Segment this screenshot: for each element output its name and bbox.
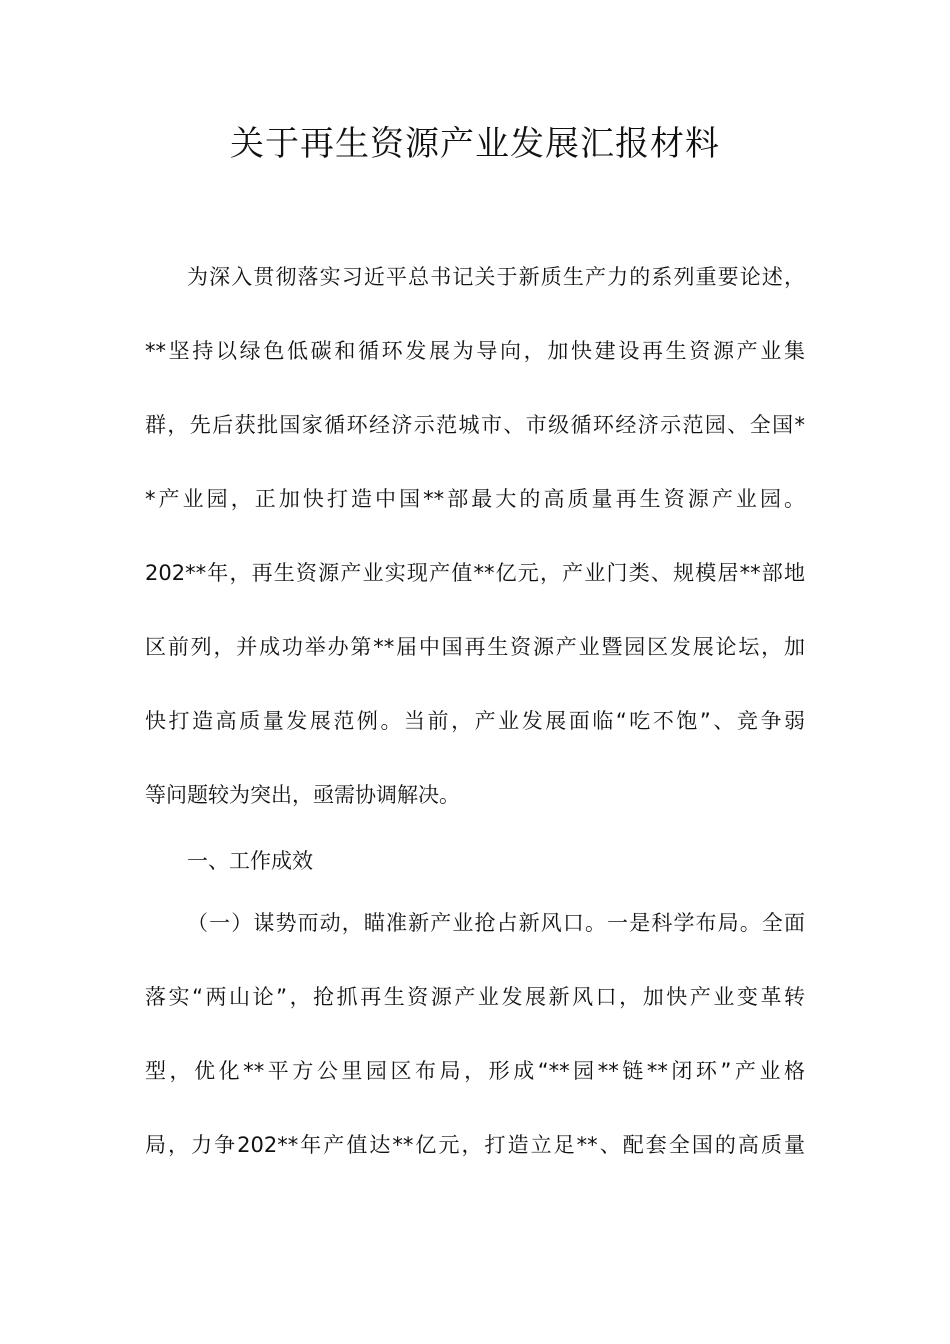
paragraph-line: 为深入贯彻落实习近平总书记关于新质生产力的系列重要论述， [187,265,805,289]
paragraph-line: 等问题较为突出，亟需协调解决。 [145,783,460,807]
paragraph-line: 局，力争202**年产值达**亿元，打造立足**、配套全国的高质量 [145,1133,805,1157]
paragraph-line: *产业园，正加快打造中国**部最大的高质量再生资源产业园。 [145,487,805,511]
document-title: 关于再生资源产业发展汇报材料 [230,124,720,164]
paragraph-line: **坚持以绿色低碳和循环发展为导向，加快建设再生资源产业集 [145,339,805,363]
paragraph-line: 202**年，再生资源产业实现产值**亿元，产业门类、规模居**部地 [145,561,805,585]
paragraph-line: 快打造高质量发展范例。当前，产业发展面临“吃不饱”、竞争弱 [145,709,805,733]
section-heading: 一、工作成效 [187,849,313,873]
paragraph-line: 型，优化**平方公里园区布局，形成“**园**链**闭环”产业格 [145,1059,805,1083]
paragraph-line: （一）谋势而动，瞄准新产业抢占新风口。一是科学布局。全面 [187,911,805,935]
paragraph-line: 落实“两山论”，抢抓再生资源产业发展新风口，加快产业变革转 [145,985,805,1009]
paragraph-line: 区前列，并成功举办第**届中国再生资源产业暨园区发展论坛，加 [145,635,805,659]
paragraph-line: 群，先后获批国家循环经济示范城市、市级循环经济示范园、全国* [145,413,805,437]
